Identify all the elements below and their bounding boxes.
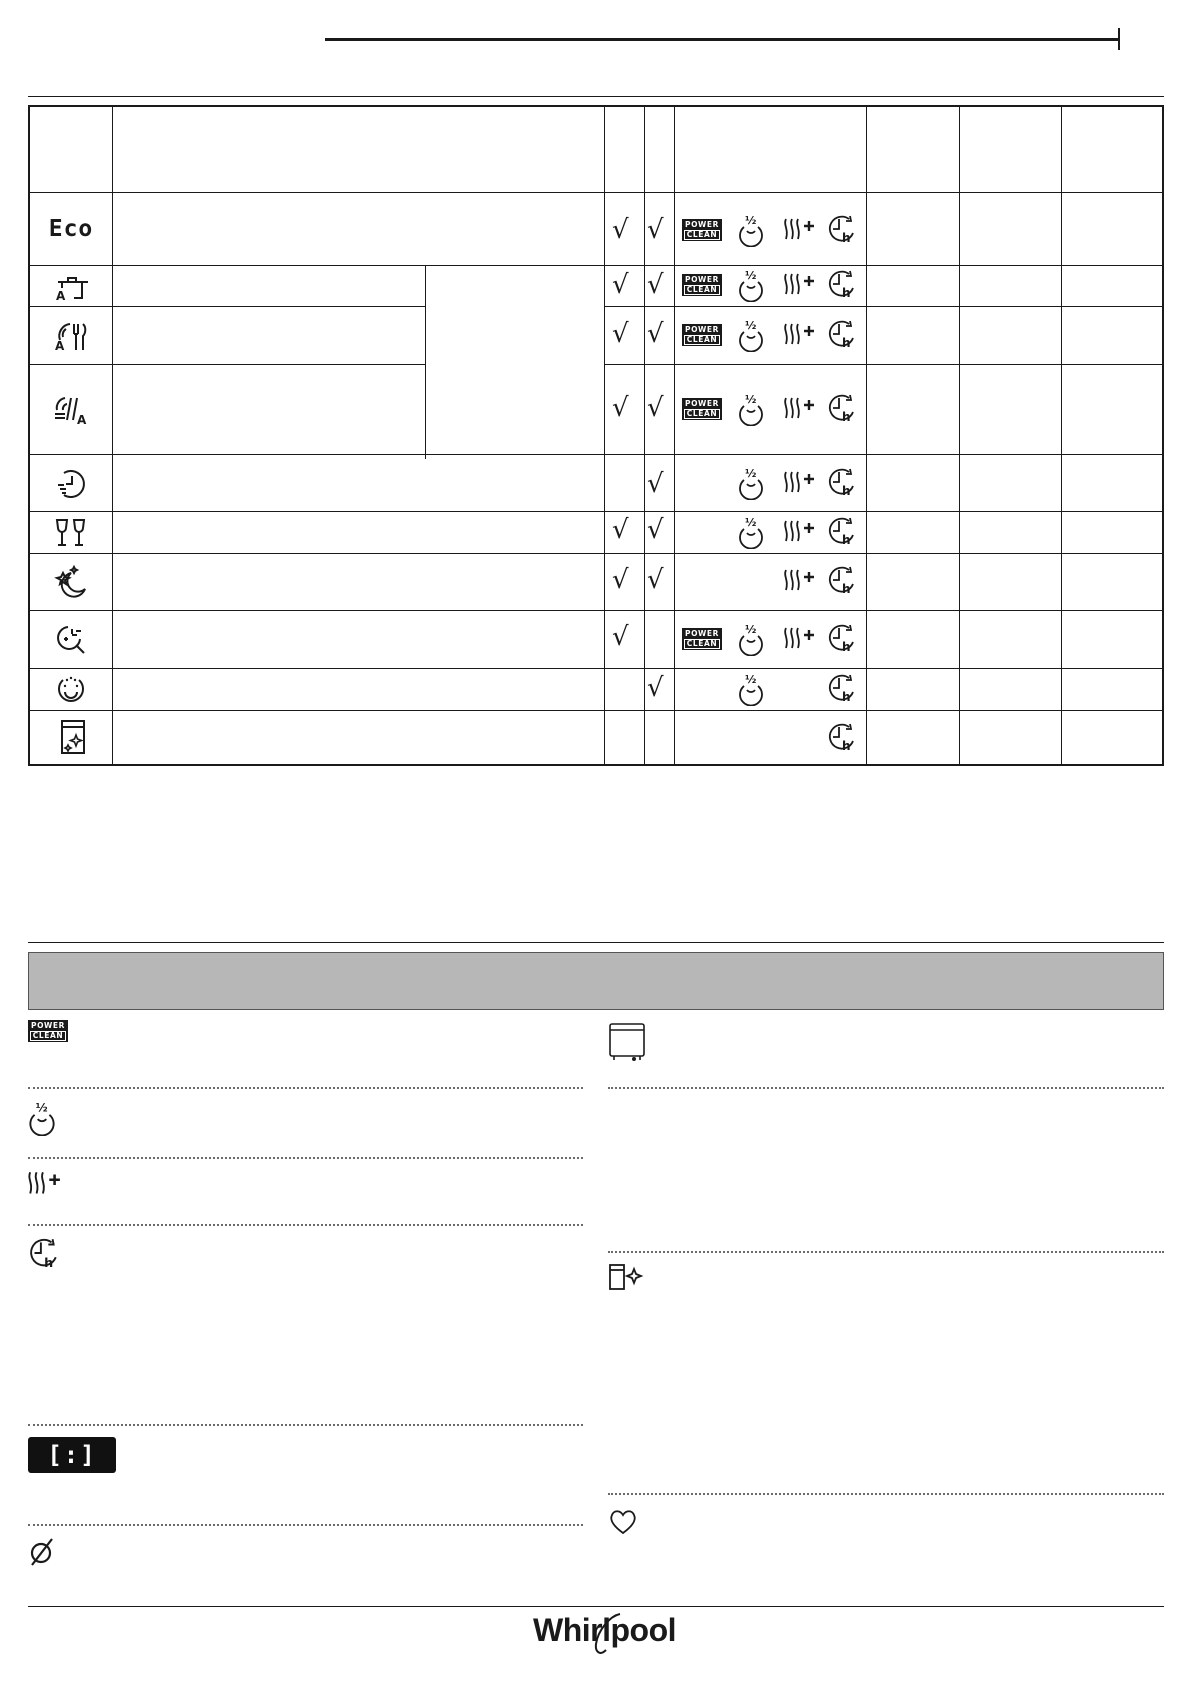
dry-plus-icon bbox=[782, 396, 816, 427]
svg-text:h: h bbox=[842, 739, 851, 753]
section-rule-top bbox=[28, 96, 1164, 97]
half-load-icon bbox=[736, 672, 766, 711]
power-clean-icon: POWER CLEAN bbox=[682, 398, 722, 421]
power-clean-icon: POWER CLEAN bbox=[682, 274, 722, 297]
eco-label: Eco bbox=[48, 216, 94, 242]
delay-start-icon bbox=[825, 721, 857, 758]
delay-start-icon bbox=[825, 392, 857, 429]
legend-divider bbox=[608, 1493, 1164, 1495]
legend-divider bbox=[28, 1424, 583, 1426]
svg-text:h: h bbox=[842, 231, 851, 245]
svg-text:h: h bbox=[44, 1255, 54, 1270]
check-glass-b: √ bbox=[647, 393, 664, 423]
dry-plus-icon bbox=[782, 470, 816, 501]
fast-clock-icon bbox=[30, 455, 112, 511]
machine-care-icon bbox=[30, 711, 112, 764]
delay-start-icon bbox=[825, 466, 857, 503]
check-eco-a: √ bbox=[612, 215, 629, 245]
dry-plus-icon bbox=[782, 519, 816, 550]
legend-divider bbox=[28, 1087, 583, 1089]
check-sensor-a: √ bbox=[612, 622, 629, 652]
delay-start-icon bbox=[825, 268, 857, 305]
check-wine-a: √ bbox=[612, 515, 629, 545]
power-clean-icon: POWER CLEAN bbox=[682, 219, 722, 242]
dishwasher-door-icon bbox=[608, 1022, 648, 1069]
check-wine-b: √ bbox=[647, 515, 664, 545]
display-indicator-icon: [:] bbox=[28, 1437, 116, 1473]
sensor-search-icon bbox=[30, 611, 112, 668]
check-pot-b: √ bbox=[647, 270, 664, 300]
svg-text:A: A bbox=[77, 412, 87, 426]
check-plate-b: √ bbox=[647, 319, 664, 349]
legend-divider bbox=[28, 1157, 583, 1159]
half-load-icon bbox=[736, 466, 766, 505]
legend-half-load-icon bbox=[26, 1100, 58, 1141]
half-load-icon bbox=[736, 622, 766, 661]
check-plate-a: √ bbox=[612, 319, 629, 349]
svg-text:½: ½ bbox=[745, 319, 757, 332]
program-eco-row bbox=[30, 193, 112, 265]
svg-text:½: ½ bbox=[745, 467, 757, 480]
dry-plus-icon bbox=[782, 217, 816, 248]
svg-text:½: ½ bbox=[745, 393, 757, 406]
prewash-icon bbox=[30, 669, 112, 710]
svg-text:h: h bbox=[842, 533, 851, 547]
footer-rule bbox=[28, 1606, 1164, 1607]
heart-icon bbox=[608, 1508, 638, 1541]
delay-start-icon bbox=[825, 213, 857, 250]
glasses-a-icon bbox=[30, 365, 112, 454]
whirlpool-logo: Whirlpool bbox=[533, 1612, 677, 1648]
night-star-moon-icon bbox=[30, 554, 112, 610]
header-rule-end bbox=[1118, 28, 1120, 50]
svg-text:A: A bbox=[55, 338, 65, 352]
legend-divider bbox=[28, 1524, 583, 1526]
svg-text:h: h bbox=[842, 484, 851, 498]
pot-a-icon bbox=[30, 266, 112, 306]
legend-divider bbox=[608, 1251, 1164, 1253]
svg-text:½: ½ bbox=[35, 1100, 48, 1115]
machine-care-legend-icon bbox=[608, 1263, 644, 1298]
half-load-icon bbox=[736, 392, 766, 431]
half-load-icon bbox=[736, 268, 766, 307]
svg-text:½: ½ bbox=[745, 623, 757, 636]
svg-text:h: h bbox=[842, 336, 851, 350]
legend-divider bbox=[28, 1224, 583, 1226]
section-rule-legend bbox=[28, 942, 1164, 943]
half-load-icon bbox=[736, 213, 766, 252]
svg-text:½: ½ bbox=[745, 269, 757, 282]
wine-glasses-icon bbox=[30, 512, 112, 553]
half-load-icon bbox=[736, 515, 766, 554]
no-rinse-aid-icon bbox=[28, 1537, 56, 1572]
delay-start-icon bbox=[825, 622, 857, 659]
header-rule bbox=[325, 38, 1120, 41]
programs-table bbox=[28, 105, 1164, 766]
check-pot-a: √ bbox=[612, 270, 629, 300]
legend-divider bbox=[608, 1087, 1164, 1089]
power-clean-icon: POWER CLEAN bbox=[682, 628, 722, 651]
check-night-a: √ bbox=[612, 565, 629, 595]
power-clean-icon: POWER CLEAN bbox=[682, 324, 722, 347]
check-night-b: √ bbox=[647, 565, 664, 595]
svg-text:h: h bbox=[842, 690, 851, 704]
delay-start-icon bbox=[825, 318, 857, 355]
svg-text:½: ½ bbox=[745, 516, 757, 529]
legend-delay-start-icon bbox=[26, 1236, 60, 1275]
legend-header-bar bbox=[28, 952, 1164, 1010]
svg-text:½: ½ bbox=[745, 214, 757, 227]
plate-cutlery-a-icon bbox=[30, 307, 112, 364]
legend-power-clean-icon: POWER CLEAN bbox=[28, 1020, 68, 1043]
half-load-icon bbox=[736, 318, 766, 357]
svg-text:A: A bbox=[56, 289, 66, 302]
dry-plus-icon bbox=[782, 322, 816, 353]
svg-text:h: h bbox=[842, 286, 851, 300]
check-prewash-b: √ bbox=[647, 673, 664, 703]
dry-plus-icon bbox=[782, 626, 816, 657]
check-eco-b: √ bbox=[647, 215, 664, 245]
svg-text:½: ½ bbox=[745, 673, 757, 686]
check-fast-b: √ bbox=[647, 469, 664, 499]
delay-start-icon bbox=[825, 672, 857, 709]
svg-text:h: h bbox=[842, 410, 851, 424]
dry-plus-icon bbox=[782, 568, 816, 599]
delay-start-icon bbox=[825, 515, 857, 552]
delay-start-icon bbox=[825, 564, 857, 601]
legend-dry-plus-icon bbox=[26, 1170, 62, 1203]
check-glass-a: √ bbox=[612, 393, 629, 423]
svg-text:h: h bbox=[842, 582, 851, 596]
dry-plus-icon bbox=[782, 272, 816, 303]
svg-text:h: h bbox=[842, 640, 851, 654]
logo-swoosh bbox=[590, 1610, 630, 1660]
